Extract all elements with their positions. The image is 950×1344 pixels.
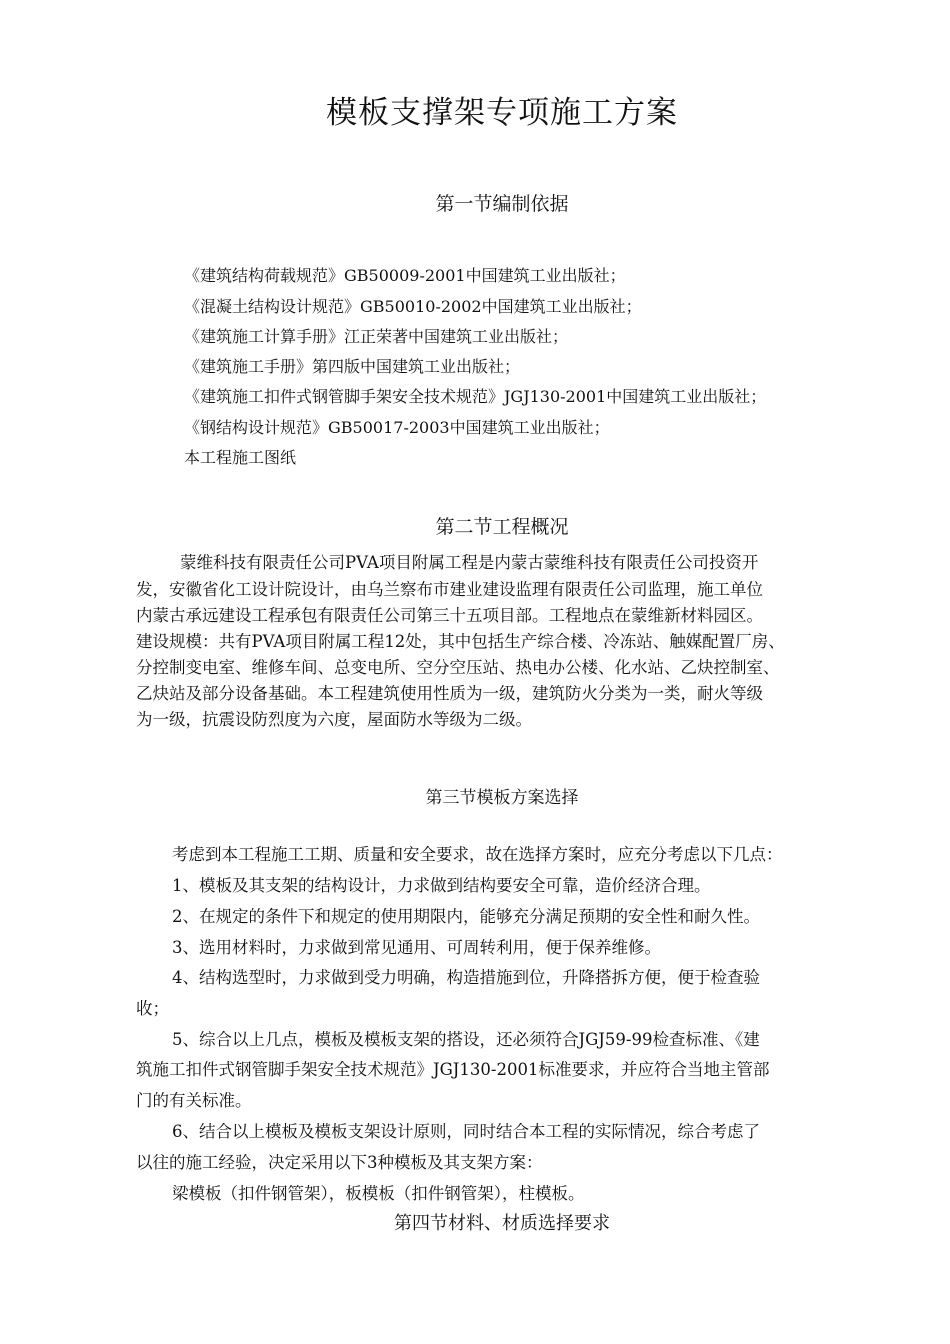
document-title: 模板支撑架专项施工方案 — [326, 95, 678, 131]
reference-line: 《混凝土结构设计规范》GB50010-2002中国建筑工业出版社； — [184, 297, 642, 316]
scheme-line: 门的有关标准。 — [136, 1091, 252, 1110]
reference-line: 《建筑结构荷载规范》GB50009-2001中国建筑工业出版社； — [184, 266, 626, 285]
scheme-line: 收； — [136, 999, 169, 1018]
overview-line: 建设规模：共有PVA项目附属工程12处，其中包括生产综合楼、冷冻站、触媒配置厂房、 — [136, 632, 785, 651]
overview-line: 内蒙古承远建设工程承包有限责任公司第三十五项目部。工程地点在蒙维新材料园区。 — [136, 606, 763, 625]
overview-line: 分控制变电室、维修车间、总变电所、空分空压站、热电办公楼、化水站、乙炔控制室、 — [136, 658, 780, 677]
scheme-line: 4、结构选型时，力求做到受力明确，构造措施到位，升降搭拆方便，便于检查验 — [172, 968, 760, 987]
scheme-line: 以往的施工经验，决定采用以下3种模板及其支架方案： — [136, 1153, 543, 1172]
overview-line: 蒙维科技有限责任公司PVA项目附属工程是内蒙古蒙维科技有限责任公司投资开 — [180, 553, 759, 572]
reference-line: 《建筑施工计算手册》江正荣著中国建筑工业出版社； — [184, 327, 569, 346]
scheme-line: 6、结合以上模板及模板支架设计原则，同时结合本工程的实际情况，综合考虑了 — [172, 1122, 760, 1141]
reference-line: 《建筑施工扣件式钢管脚手架安全技术规范》JGJ130-2001中国建筑工业出版社； — [184, 387, 767, 406]
section-2-heading: 第二节工程概况 — [435, 516, 569, 538]
scheme-line: 5、综合以上几点，模板及模板支架的搭设，还必须符合JGJ59-99检查标准、《建 — [172, 1030, 760, 1049]
overview-line: 乙炔站及部分设备基础。本工程建筑使用性质为一级，建筑防火分类为一类，耐火等级 — [136, 684, 763, 703]
section-4-heading: 第四节材料、材质选择要求 — [394, 1213, 610, 1234]
overview-line: 发，安徽省化工设计院设计，由乌兰察布市建业建设监理有限责任公司监理，施工单位 — [136, 580, 763, 599]
scheme-line: 3、选用材料时，力求做到常见通用、可周转利用，便于保养维修。 — [172, 938, 661, 957]
section-3-heading: 第三节模板方案选择 — [425, 788, 579, 808]
scheme-line: 1、模板及其支架的结构设计，力求做到结构要安全可靠，造价经济合理。 — [172, 876, 711, 895]
scheme-line: 梁模板（扣件钢管架），板模板（扣件钢管架），柱模板。 — [172, 1184, 585, 1203]
scheme-line: 2、在规定的条件下和规定的使用期限内，能够充分满足预期的安全性和耐久性。 — [172, 907, 760, 926]
reference-line: 《钢结构设计规范》GB50017-2003中国建筑工业出版社； — [184, 418, 610, 437]
section-1-heading: 第一节编制依据 — [435, 193, 569, 215]
overview-line: 为一级，抗震设防烈度为六度，屋面防水等级为二级。 — [136, 710, 532, 729]
scheme-line: 考虑到本工程施工工期、质量和安全要求，故在选择方案时，应充分考虑以下几点： — [172, 845, 783, 864]
scheme-line: 筑施工扣件式钢管脚手架安全技术规范》JGJ130-2001标准要求，并应符合当地主管部 — [136, 1060, 770, 1079]
reference-line: 本工程施工图纸 — [184, 448, 297, 467]
reference-line: 《建筑施工手册》第四版中国建筑工业出版社； — [184, 357, 521, 376]
